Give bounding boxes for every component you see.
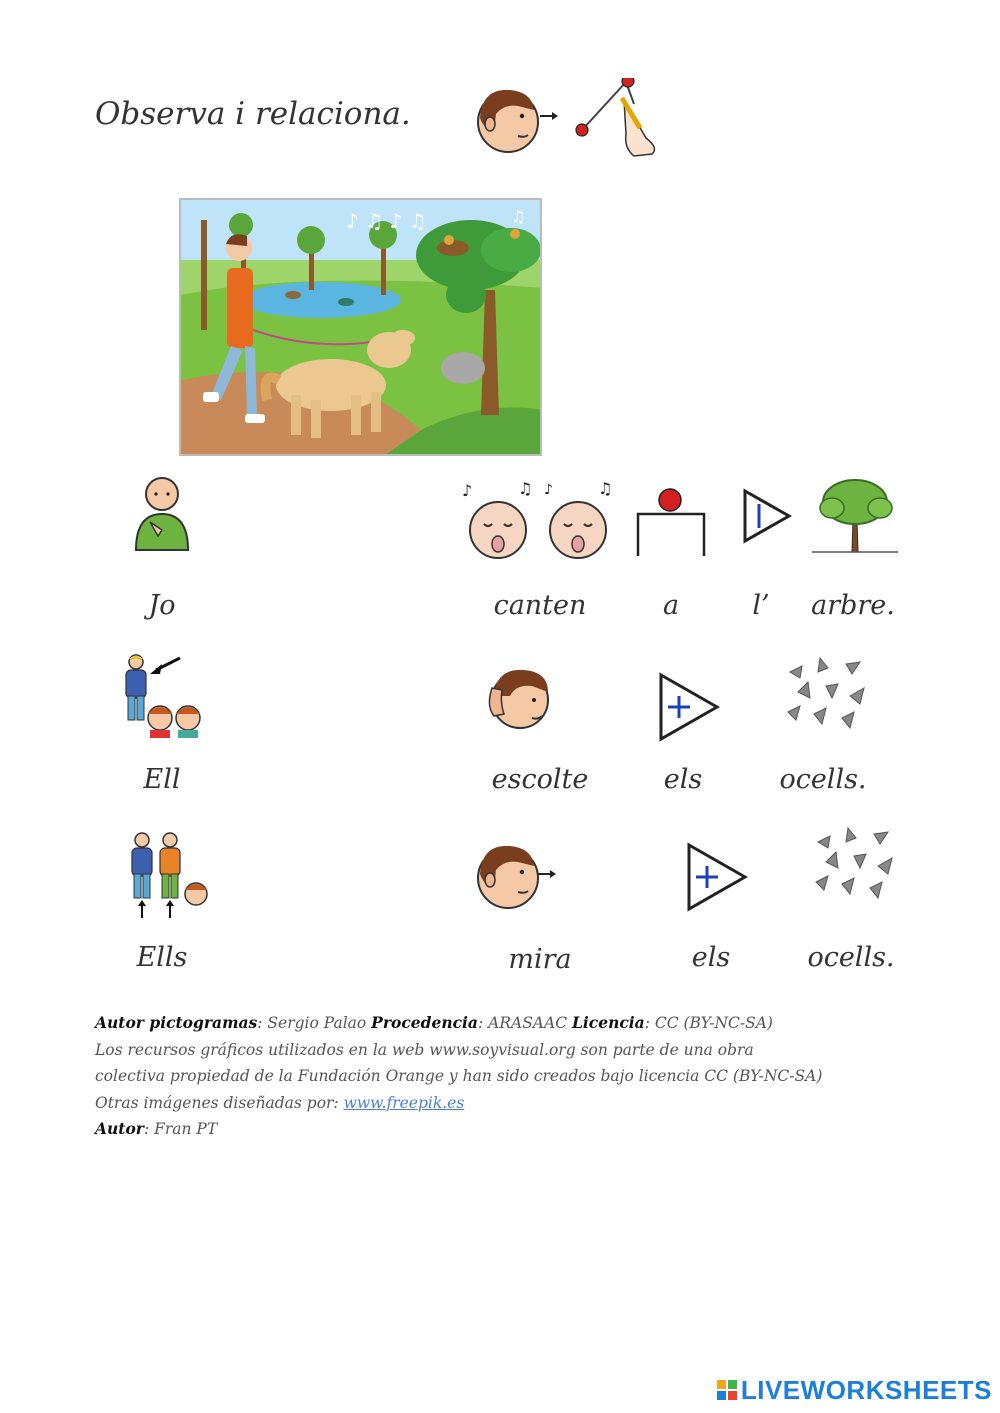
word-noun: ocells.	[779, 764, 867, 795]
listen-head-icon	[489, 670, 548, 728]
credits-author: : Sergio Palao	[257, 1014, 372, 1032]
pictogram-determiner-plural	[686, 842, 748, 912]
pictogram-jo	[132, 474, 192, 554]
word-verb: escolte	[491, 764, 589, 795]
word-determiner: els	[663, 764, 703, 795]
arrow-right-icon	[540, 112, 558, 120]
word-verb: canten	[493, 590, 587, 621]
look-head-icon	[478, 90, 538, 152]
arrow-right-icon	[538, 870, 556, 878]
park-scene-illustration	[179, 198, 542, 456]
credits-line-5	[95, 1116, 822, 1143]
pictogram-ells	[126, 828, 212, 920]
pictogram-listen	[486, 662, 552, 738]
word-noun: arbre.	[811, 590, 895, 621]
credits-other-images: Otras imágenes diseñadas por:	[95, 1093, 344, 1112]
credits-author-label: Autor pictogramas	[95, 1013, 258, 1032]
look-and-connect-pictogram	[474, 78, 669, 158]
svg-text:♫: ♫	[518, 479, 533, 498]
word-subject: Ells	[136, 942, 188, 973]
word-subject: Ell	[143, 764, 181, 795]
pictogram-birds	[808, 822, 898, 904]
credits-source: : ARASAAC	[477, 1014, 572, 1032]
svg-text:♫: ♫	[598, 479, 613, 498]
credits-line-2: Los recursos gráficos utilizados en la web www.soyvisual.org son parte de una obra	[95, 1040, 754, 1059]
pictogram-determiner-l	[742, 488, 792, 544]
credits-source-label: Procedencia	[371, 1013, 478, 1032]
word-verb: mira	[508, 944, 572, 975]
word-noun: ocells.	[807, 942, 895, 973]
credits-worksheet-author-label: Autor	[95, 1119, 144, 1138]
word-preposition: a	[662, 590, 680, 621]
svg-text:♫: ♫	[511, 207, 526, 226]
credits-line-3: colectiva propiedad de la Fundación Orange y han sido creados bajo licencia CC (BY-NC-SA)	[95, 1067, 823, 1085]
credits-license: : CC (BY-NC-SA)	[644, 1014, 773, 1032]
credits-line-1	[95, 1010, 822, 1037]
freepik-link[interactable]: www.freepik.es	[343, 1093, 465, 1112]
word-determiner: l’	[752, 590, 770, 621]
svg-text:♪ ♫ ♪ ♫: ♪ ♫ ♪ ♫	[346, 209, 427, 233]
svg-text:♪: ♪	[544, 482, 553, 498]
connect-lines-icon	[576, 78, 654, 156]
singing-face-icon	[544, 479, 612, 558]
singing-face-icon	[462, 479, 532, 558]
pictogram-ell	[120, 652, 212, 738]
credits-line-4	[95, 1090, 822, 1117]
pictogram-sing	[460, 478, 620, 563]
liveworksheets-logo[interactable]	[717, 1375, 992, 1405]
look-head-icon	[478, 846, 538, 908]
pictogram-birds	[780, 652, 870, 734]
svg-text:♪: ♪	[462, 481, 473, 500]
word-subject: Jo	[148, 590, 176, 621]
page-title: Observa i relaciona.	[95, 96, 411, 132]
word-determiner: els	[691, 942, 731, 973]
pictogram-on-top	[636, 488, 706, 558]
credits-block	[95, 1010, 822, 1143]
logo-grid-icon	[717, 1380, 737, 1400]
pictogram-determiner-plural	[658, 672, 720, 742]
pictogram-tree	[812, 474, 898, 554]
credits-license-label: Licencia	[571, 1013, 645, 1032]
credits-worksheet-author: : Fran PT	[143, 1120, 218, 1138]
brand-name: LIVEWORKSHEETS	[740, 1374, 992, 1405]
pictogram-look	[474, 840, 558, 914]
